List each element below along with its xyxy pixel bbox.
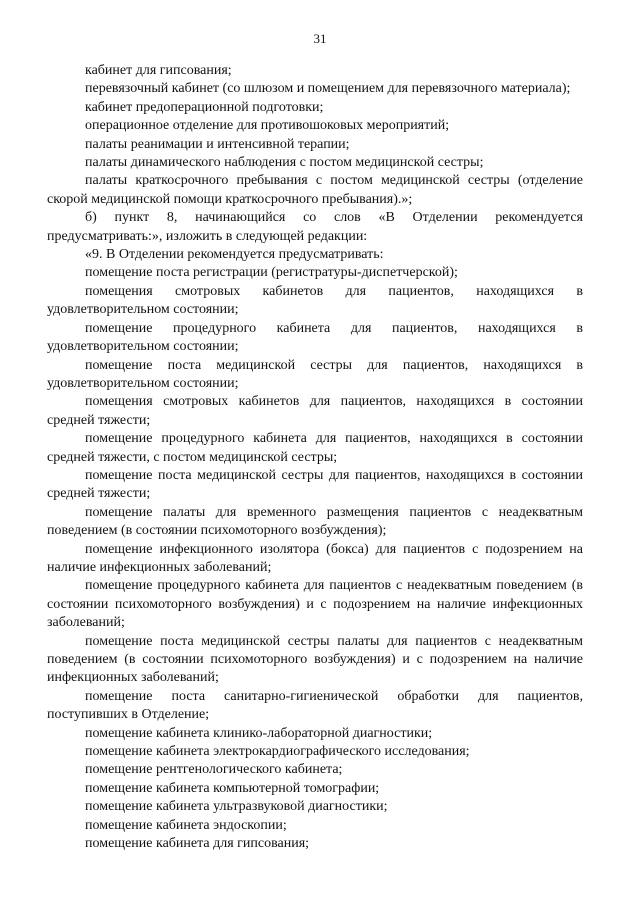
- paragraph: операционное отделение для противошоковых мероприятий;: [85, 118, 450, 134]
- paragraph: кабинет для гипсования;: [85, 63, 232, 78]
- paragraph: помещения смотровых кабинетов для пациентов, находящихся в состоянии средней тяжести;: [47, 394, 583, 428]
- document-body: [47, 62, 583, 853]
- paragraph: помещение палаты для временного размещения пациентов с неадекватным поведением (в состоянии психомоторного возбуждения);: [47, 504, 583, 539]
- paragraph: помещение процедурного кабинета для пациентов с неадекватным поведением (в состоянии психомоторного возбуждения) и с подозрением на наличие инфекционных заболеваний;: [47, 578, 583, 631]
- paragraph: помещение кабинета для гипсования;: [85, 836, 310, 852]
- paragraph: палаты краткосрочного пребывания с постом медицинской сестры (отделение скорой медицинской помощи краткосрочного пребывания).»;: [47, 173, 583, 207]
- paragraph: помещение поста регистрации (регистратуры-диспетчерской);: [85, 265, 458, 281]
- paragraph: помещение поста медицинской сестры для пациентов, находящихся в состоянии средней тяжести;: [47, 467, 583, 502]
- paragraph: помещение рентгенологического кабинета;: [85, 762, 343, 778]
- paragraph: помещение инфекционного изолятора (бокса) для пациентов с подозрением на наличие инфекционных заболеваний;: [47, 541, 583, 575]
- paragraph: помещение поста медицинской сестры палаты для пациентов с неадекватным поведением (в состоянии психомоторного возбуждения) и с подозрением на наличие инфекционных заболеваний;: [47, 633, 583, 686]
- paragraph: перевязочный кабинет (со шлюзом и помещением для перевязочного материала);: [85, 81, 571, 97]
- paragraph: помещение кабинета клинико-лабораторной диагностики;: [85, 725, 433, 741]
- paragraph: кабинет предоперационной подготовки;: [85, 99, 324, 115]
- paragraph: помещение поста медицинской сестры для пациентов, находящихся в удовлетворительном состоянии;: [47, 357, 583, 391]
- paragraph: помещение кабинета электрокардиографического исследования;: [85, 744, 470, 760]
- paragraph: палаты реанимации и интенсивной терапии;: [85, 136, 350, 152]
- paragraph: помещение кабинета ультразвуковой диагностики;: [85, 799, 388, 815]
- paragraph: помещение поста санитарно-гигиенической обработки для пациентов, поступивших в Отделение;: [47, 688, 583, 723]
- paragraph: помещение кабинета эндоскопии;: [85, 817, 287, 833]
- paragraph: помещение процедурного кабинета для пациентов, находящихся в удовлетворительном состоянии;: [47, 320, 583, 355]
- paragraph: палаты динамического наблюдения с постом медицинской сестры;: [85, 155, 484, 171]
- paragraph: помещение процедурного кабинета для пациентов, находящихся в состоянии средней тяжести, с постом медицинской сестры;: [47, 431, 583, 465]
- paragraph: «9. В Отделении рекомендуется предусматривать:: [85, 247, 384, 263]
- page-number: 31: [313, 31, 327, 46]
- paragraph: помещения смотровых кабинетов для пациентов, находящихся в удовлетворительном состоянии;: [47, 283, 583, 318]
- paragraph: б) пункт 8, начинающийся со слов «В Отделении рекомендуется предусматривать:», изложить в следующей редакции:: [47, 210, 583, 244]
- paragraph: помещение кабинета компьютерной томографии;: [85, 780, 380, 796]
